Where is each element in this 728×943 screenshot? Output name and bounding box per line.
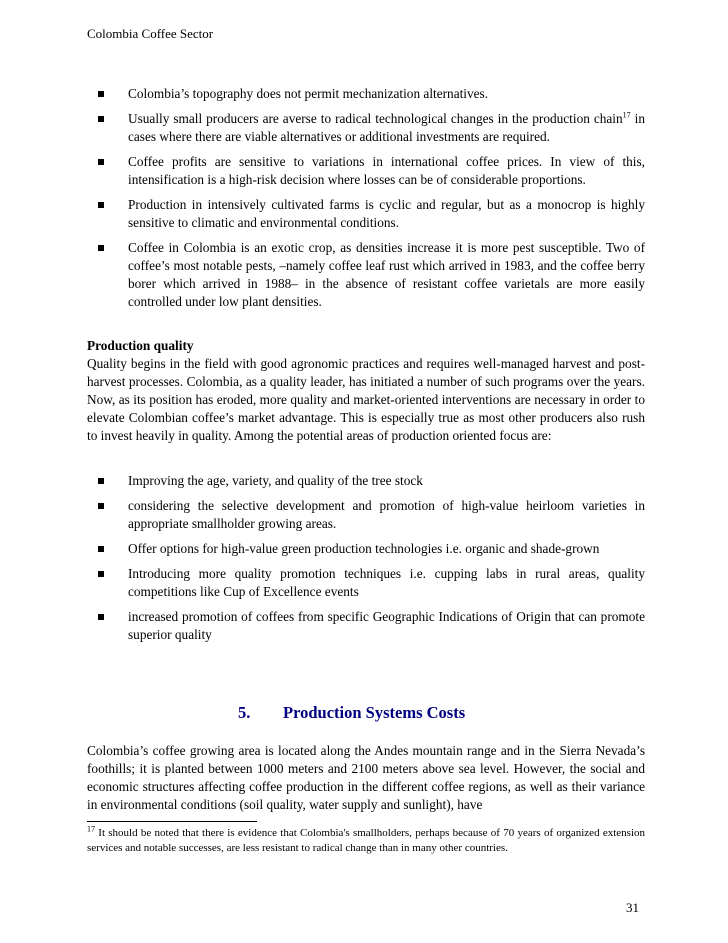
list-item: Usually small producers are averse to radical technological changes in the production chain$^{17}$ in cases where there are viable alternatives or additional investments are required. <box>87 110 645 146</box>
square-bullet-icon <box>98 546 104 552</box>
section-heading: Production quality <box>87 338 194 353</box>
footnote-divider <box>87 821 257 822</box>
square-bullet-icon <box>98 116 104 122</box>
running-header: Colombia Coffee Sector <box>87 26 214 41</box>
chapter-number: 5. <box>238 703 251 722</box>
list-item: considering the selective development and promotion of high-value heirloom varieties in appropriate smallholder growing areas. <box>87 497 645 533</box>
square-bullet-icon <box>98 91 104 97</box>
square-bullet-icon <box>98 159 104 165</box>
list-item: Coffee in Colombia is an exotic crop, as densities increase it is more pest susceptible. Two of coffee’s most notable pests, –namely coffee leaf rust which arrived in 1983, and the coffee berry borer which arrived in 1988– in the absence of resistant coffee varietals are more easily controlled under low plant densities. <box>87 239 645 311</box>
list-item: Colombia’s topography does not permit mechanization alternatives. <box>87 85 645 103</box>
list-item: increased promotion of coffees from specific Geographic Indications of Origin that can promote superior quality <box>87 608 645 644</box>
chapter-title: Production Systems Costs <box>283 703 466 722</box>
quality-focus-list <box>87 472 645 651</box>
chapter-paragraph: Colombia’s coffee growing area is located along the Andes mountain range and in the Sierra Nevada’s foothills; it is planted between 1000 meters and 2100 meters above sea level. However, the social and economic structures affecting coffee production in the different coffee regions, as well as their variance in environmental conditions (soil quality, water supply and sunlight), have <box>87 743 645 812</box>
square-bullet-icon <box>98 571 104 577</box>
footnote <box>87 826 645 856</box>
production-quality-paragraph: Quality begins in the field with good agronomic practices and requires well-managed harvest and post-harvest processes. Colombia, as a quality leader, has initiated a number of such programs over the years. Now, as its position has eroded, more quality and market-oriented interventions are necessary in order to elevate Colombian coffee’s market advantage. This is especially true as most other producers also rush to invest heavily in quality. Among the potential areas of production oriented focus are: <box>87 356 645 443</box>
square-bullet-icon <box>98 614 104 620</box>
page-number: 31 <box>626 900 639 915</box>
square-bullet-icon <box>98 478 104 484</box>
footnote-number: 17 <box>87 824 95 834</box>
footnote-reference[interactable]: 17 <box>622 110 631 120</box>
list-item: Offer options for high-value green production technologies i.e. organic and shade-grown <box>87 540 645 558</box>
list-item: Production in intensively cultivated farms is cyclic and regular, but as a monocrop is highly sensitive to climatic and environmental conditions. <box>87 196 645 232</box>
square-bullet-icon <box>98 245 104 251</box>
list-item: Improving the age, variety, and quality of the tree stock <box>87 472 645 490</box>
constraints-list <box>87 85 645 318</box>
square-bullet-icon <box>98 202 104 208</box>
footnote-text: It should be noted that there is evidence that Colombia's smallholders, perhaps because of 70 years of organized extension services and notable successes, are less resistant to radical change than in many other countries. <box>87 827 645 854</box>
square-bullet-icon <box>98 503 104 509</box>
list-item: Introducing more quality promotion techniques i.e. cupping labs in rural areas, quality competitions like Cup of Excellence events <box>87 565 645 601</box>
list-item: Coffee profits are sensitive to variations in international coffee prices. In view of this, intensification is a high-risk decision where losses can be of considerable proportions. <box>87 153 645 189</box>
